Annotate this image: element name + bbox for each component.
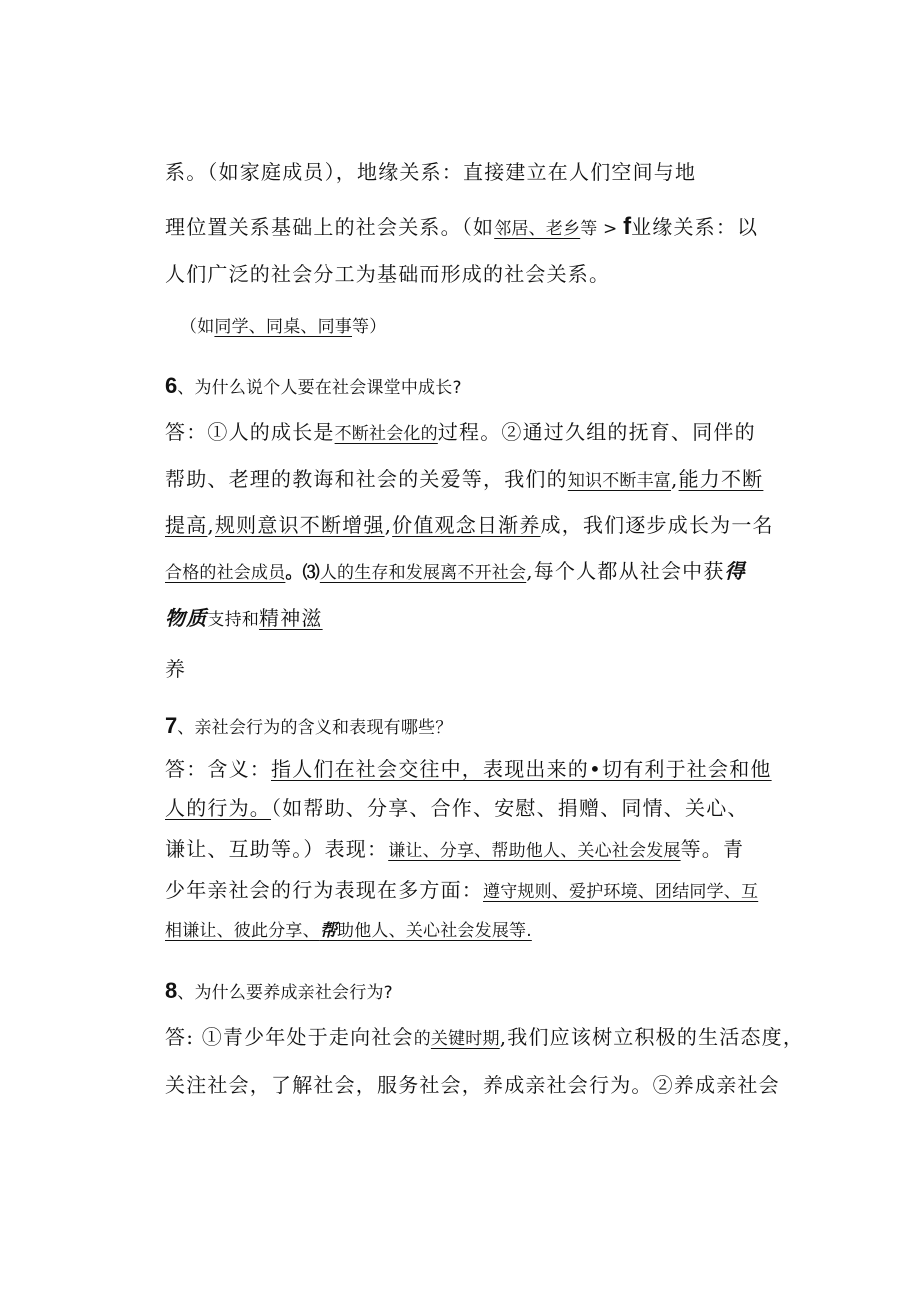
- answer-line: [165, 917, 532, 945]
- question-number: 6: [165, 373, 178, 398]
- text: 。⑶: [285, 563, 320, 583]
- italic-text: 得: [724, 559, 746, 583]
- answer-line: [165, 604, 323, 634]
- answer-line: [165, 835, 744, 865]
- underlined-text: 合格的社会成员: [165, 563, 286, 583]
- text: 答: ①青少年处于走向社会: [165, 1025, 414, 1049]
- text: 和: [241, 610, 260, 630]
- underlined-text: 能力不断: [678, 467, 764, 491]
- question-8-heading: [165, 977, 393, 1007]
- text: 系。（如家庭成员），地缘关系：直接建立在人们空间与地: [165, 160, 697, 184]
- answer-line: [165, 794, 749, 822]
- italic-text: 物质: [165, 606, 208, 630]
- text: ,: [207, 513, 215, 537]
- answer-line: [165, 557, 746, 587]
- text: 养: [165, 657, 187, 681]
- paragraph-line: [165, 260, 610, 288]
- text: （如: [180, 317, 215, 337]
- underlined-text: 价值观念日渐养: [392, 513, 541, 537]
- underlined-text: 同学、同桌、同事: [214, 317, 353, 337]
- answer-line: [165, 418, 756, 448]
- text: 等）: [352, 317, 387, 337]
- italic-text: 帮: [319, 921, 338, 941]
- answer-line: [165, 876, 758, 906]
- answer-line: [165, 655, 186, 683]
- answer-line: [165, 511, 774, 539]
- text: （如帮助、分享、合作、安慰、捐赠、同情、关心、: [271, 796, 749, 820]
- text: ,每个人都从社会中获: [526, 559, 725, 583]
- text: 关注社会，了解社会，服务社会，养成亲社会行为。②养成亲社会: [165, 1073, 780, 1097]
- question-6-heading: [165, 372, 462, 402]
- text: 人们广泛的社会分工为基础而形成的社会关系。: [165, 262, 611, 286]
- answer-line: [165, 755, 772, 783]
- underlined-text: 知识不断丰富: [567, 471, 672, 491]
- paragraph-line: [180, 313, 386, 341]
- underlined-text: 相谦让、彼此分享、: [165, 921, 320, 941]
- text: 少年亲社会的行为表现在多方面：: [165, 878, 483, 902]
- text: 支持: [207, 610, 242, 630]
- answer-line: [165, 1023, 804, 1053]
- text: f: [623, 213, 632, 240]
- underlined-text: 指人们在社会交往中，表现出来的•切有利于社会和他: [271, 757, 772, 781]
- underlined-text: 精神滋: [259, 606, 323, 630]
- question-title: 、亲社会行为的含义和表现有哪些？: [177, 718, 453, 738]
- underlined-text: 助他人、关心社会发展等.: [337, 921, 532, 941]
- text: 等。青: [680, 837, 745, 861]
- text: 的: [413, 1029, 431, 1049]
- paragraph-line: [165, 158, 696, 186]
- underlined-text: 人的行为。: [165, 796, 271, 820]
- question-number: 7: [165, 713, 178, 738]
- text: 业缘关系：以: [631, 215, 759, 239]
- text: ,: [671, 467, 679, 491]
- paragraph-line: [165, 213, 758, 243]
- underlined-text: 邻居、老乡: [494, 219, 581, 239]
- underlined-text: 谦让、分享、帮助他人、关心社会发展: [388, 841, 681, 861]
- text: 成，我们逐步成长为一名: [540, 513, 774, 537]
- question-number: 8: [165, 978, 178, 1003]
- text: 过程。②通过久组的抚育、同伴的: [437, 420, 756, 444]
- underlined-text: 规则意识不断增强: [214, 513, 385, 537]
- question-7-heading: [165, 712, 452, 742]
- text: 等 >: [580, 219, 624, 239]
- underlined-text: 关键时期: [430, 1029, 500, 1049]
- underlined-text: 遵守规则、爱护环境、团结同学、互: [483, 882, 759, 902]
- text: 帮助、老理的教诲和社会的关爱等，我们的: [165, 467, 568, 491]
- text: 答：①人的成长是: [165, 420, 335, 444]
- question-title: 、为什么要养成亲社会行为?: [177, 983, 393, 1003]
- text: ,: [384, 513, 393, 537]
- underlined-text: 提高: [165, 513, 208, 537]
- answer-line: [165, 465, 763, 495]
- underlined-text: 不断社会化的: [334, 424, 438, 444]
- underlined-text: 人的生存和发展离不开社会: [319, 563, 527, 583]
- text: 答：含义：: [165, 757, 271, 781]
- question-title: 、为什么说个人要在社会课堂中成长?: [177, 378, 462, 398]
- text: 谦让、互助等。）表现：: [165, 837, 389, 861]
- text: ,我们应该树立积极的生活态度，: [499, 1025, 805, 1049]
- answer-line: [165, 1071, 780, 1099]
- text: 理位置关系基础上的社会关系。（如: [165, 215, 495, 239]
